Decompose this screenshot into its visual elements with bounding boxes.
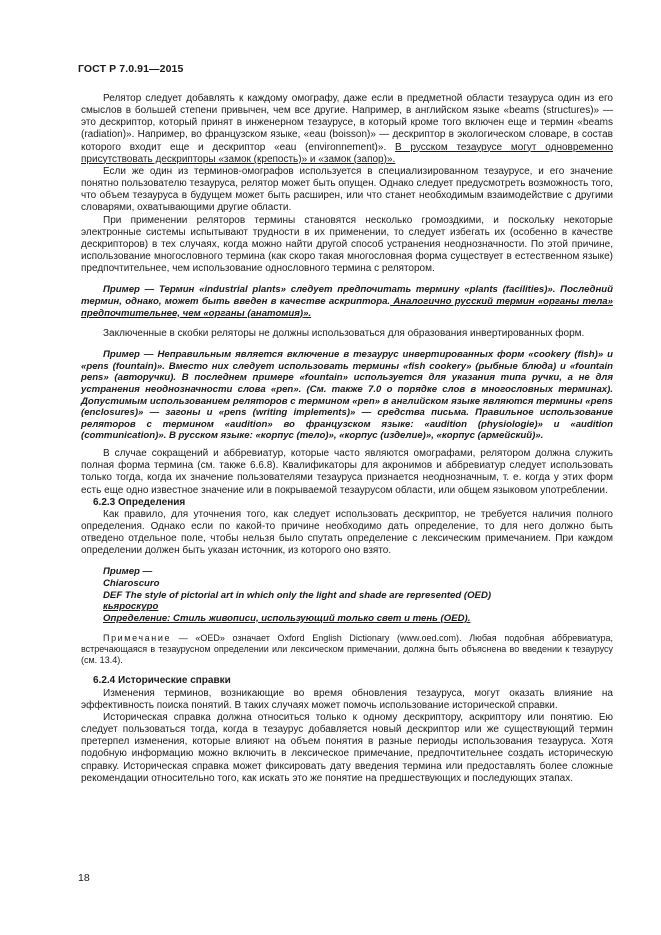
example-definition-en: DEF The style of pictorial art in which only the light and shade are represented (OED) xyxy=(103,589,492,601)
paragraph-historical-note: Историческая справка должна относиться только к одному дескриптору, аскриптору или понятию. Ею следует пользоваться тогда, когда в тезаурус добавляется новый дескриптор или же существующий термин претерпел изменения, которые влияют на объем понятия в разные периоды использования тезауруса. Хотя подобную информацию можно включить в лексическое примечание, предпочтительнее создать историческую справку. Историческая справка может фиксировать дату введения термина или предоставлять более сложные рекомендации относительно того, как искать это же понятие на предшествующих и последующих этапах. xyxy=(81,711,613,784)
section-heading-historical-notes: 6.2.4 Исторические справки xyxy=(93,675,231,687)
example-chiaroscuro xyxy=(103,566,613,624)
example-inverted-forms: Пример — Неправильным является включение в тезаурус инвертированных форм «cookery (fish)» и «pens (fountain)». Вместо них следует использовать термины «fish cookery» (рыбные блюда) и «fountain pens» (авторучки). В последнем примере «fountain» используется для указания типа ручки, а не для устранения неоднозначности слова «pen». (См. также 7.0 о порядке слов в многословных терминах). Допустимым использованием реляторов с термином «pen» в английском языке являются термины «pens (enclosures)» — загоны и «pens (writing implements)» — средства письма. Правильное использование реляторов с термином «audition» во французском языке: «audition (physiologie)» и «audition (communication)». В русском языке: «корпус (тело)», «корпус (изделие)», «корпус (армейский)». xyxy=(81,349,613,442)
paragraph-relators-cumbersome: При применении реляторов термины становятся несколько громоздкими, и поскольку некоторые электронные системы испытывают трудности в их применении, то следует избегать их (особенно в качестве дескрипторов) в тех случаях, когда можно найти другой способ устранения неоднозначности. По этой причине, использование многословного термина (как скоро такая многословная форма существует в естественном языке) предпочтительнее, чем использование однословного термина с релятором. xyxy=(81,214,613,275)
paragraph-definitions: Как правило, для уточнения того, как следует использовать дескриптор, не требуется наличия полного определения. Однако если по какой-то причине необходимо дать определение, то для него должно быть отведено отдельное поле, чтобы нельзя было спутать определение с лексическим примечанием. При каждом определении должен быть указан источник, из которого оно взято. xyxy=(81,508,613,557)
document-header: ГОСТ Р 7.0.91—2015 xyxy=(78,63,184,75)
example-term-ru: кьяроскуро xyxy=(103,601,159,613)
example-term-en: Chiaroscuro xyxy=(103,578,160,590)
example-underlined-text: Аналогично русский термин «органы тела» предпочтительнее, чем «органы (анатомия)». xyxy=(81,295,613,319)
paragraph-inverted-forms: Заключенные в скобки реляторы не должны использоваться для образования инвертированных форм. xyxy=(103,328,585,340)
paragraph-text: Релятор следует добавлять к каждому омографу, даже если в предметной области тезауруса один из его смыслов в большей степени привычен, чем все другие. Например, в английском языке «beams (structures)» — это дескриптор, который принят в инженерном тезаурусе, в который кроме того включен еще и термин «beams (radiation)». Например, во французском языке, «eau (boisson)» — дескриптор в экологическом словаре, в состав которого входит еще и дескриптор «eau (environnement)». xyxy=(81,93,613,153)
note-oed xyxy=(81,633,613,666)
example-industrial-plants xyxy=(81,284,613,319)
example-definition-ru: Определение: Стиль живописи, использующий только свет и тень (OED). xyxy=(103,612,471,624)
paragraph-abbreviations: В случае сокращений и аббревиатур, которые часто являются омографами, релятором должна служить полная форма термина (см. также 6.6.8). Квалификаторы для акронимов и аббревиатур следует использовать только тогда, когда их значение пользователями тезауруса признается неоднозначным, т. е. когда у этих форм есть еще одно известное значение или в покрываемой тезаурусом области, или общем языковом употреблении. xyxy=(81,448,613,496)
underlined-text: В русском тезаурусе могут одновременно присутствовать дескрипторы «замок (крепость)» и «замок (запор)». xyxy=(81,141,614,165)
page-number: 18 xyxy=(78,872,90,884)
note-label: Примечание xyxy=(103,633,172,644)
paragraph-homograph-relator xyxy=(81,93,613,166)
paragraph-term-changes: Изменения терминов, возникающие во время обновления тезауруса, могут оказать влияние на эффективность поиска понятий. В таких случаях может помочь использование исторической справки. xyxy=(81,687,613,711)
note-text: — «OED» означает Oxford English Dictionary (www.oed.com). Любая подобная аббревиатура, встречающаяся в тезаурусном определении или лексическом примечании, должна быть объяснена во введении к тезаурусу (см. 13.4). xyxy=(81,633,613,666)
document-body xyxy=(81,93,613,785)
paragraph-relator-omitted: Если же один из терминов-омографов используется в специализированном тезаурусе, и его значение понятно пользователю тезауруса, релятор может быть опущен. Однако следует предусмотреть возможность того, что объем тезауруса в будущем может быть расширен, или что станет необходимым взаимодействие с другими словарями, охватывающими другие области. xyxy=(81,165,613,214)
section-heading-definitions: 6.2.3 Определения xyxy=(93,496,186,508)
example-text: Пример — Термин «industrial plants» следует предпочитать термину «plants (facilities)». Последний термин, однако, может быть введен в качестве аскриптора. xyxy=(81,284,613,307)
example-label: Пример — xyxy=(103,566,153,578)
